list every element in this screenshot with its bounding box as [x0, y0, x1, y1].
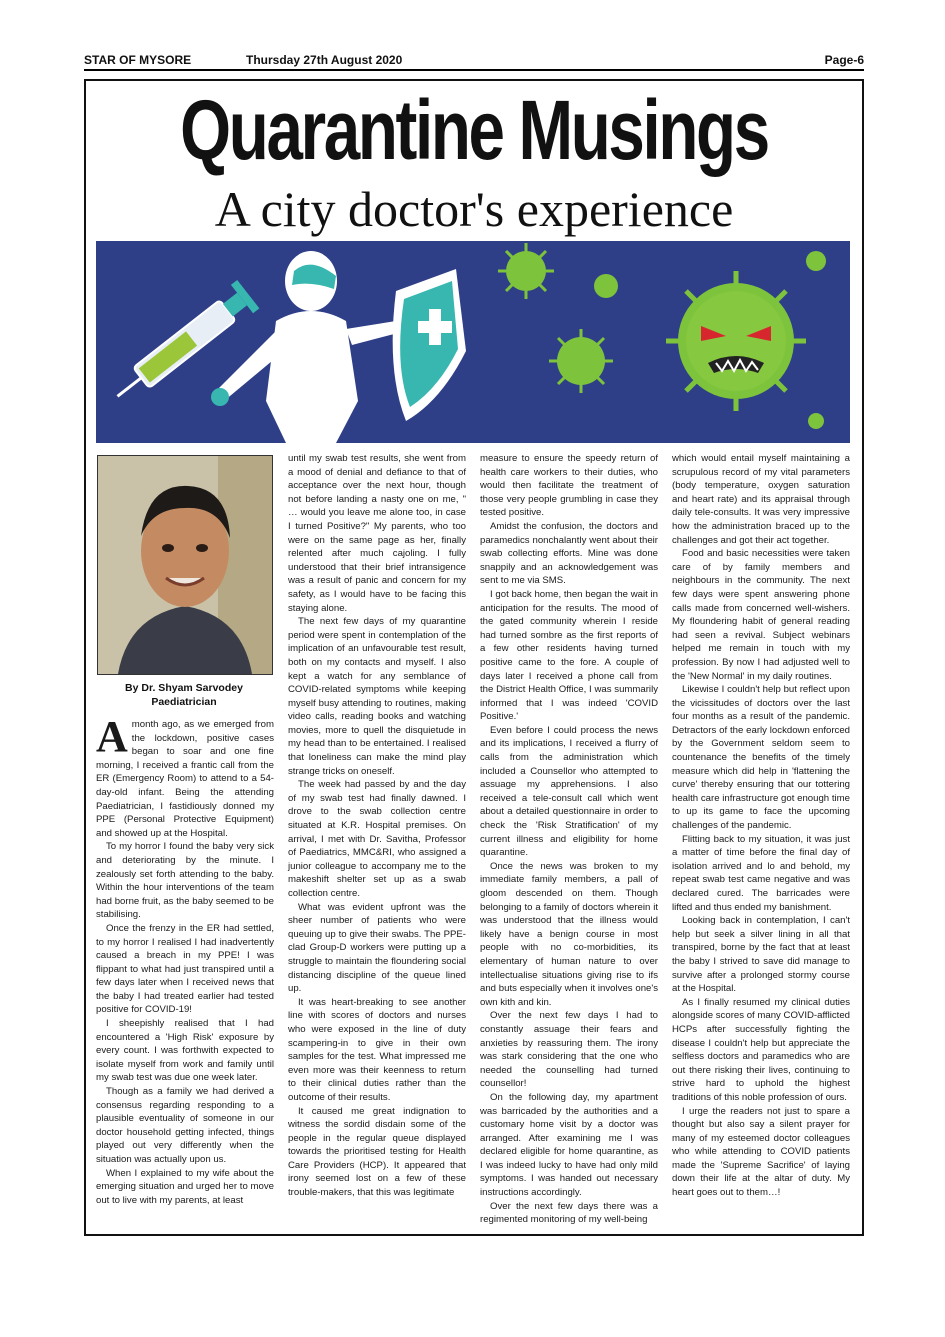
article-paragraph: Likewise I couldn't help but reflect upon the vicissitudes of doctors over the last four months as a result of the pandemic. Detractors of the early lockdown enforced by the Government seldom seem to countenance the benefits of the timely measure which did help in 'flattening the curve' thereby ensuring that our tottering health care infrastructure got enough time to up its game to face the upcoming challenges of the pandemic. [672, 684, 850, 832]
article-paragraph: I sheepishly realised that I had encountered a 'High Risk' exposure by every count. I was forthwith expected to isolate myself from work and family until my swab test was due one week later. [96, 1018, 274, 1084]
article-paragraph: It was heart-breaking to see another line with scores of doctors and nurses who were exposed in the line of duty scampering-in to give in their own samples for the test. What impressed me even more was their keenness to return to their clinical duties rather than the outcome of their results. [288, 996, 466, 1103]
angry-virus-icon [666, 271, 806, 411]
issue-date: Thursday 27th August 2020 [246, 53, 403, 67]
article-paragraph: It caused me great indignation to witness the sordid disdain some of the people in the regular queue displayed towards the prioritised testing for Health Care Providers (HCP). It appeared that irony seemed lost on a few of these trouble-makers, that this was legitimate [288, 1105, 466, 1199]
article-paragraph: Looking back in contemplation, I can't help but seek a silver lining in all that transpired, borne by the fact that at least the baby I strived to save did manage to survive after a prolonged stormy course at the Hospital. [672, 915, 850, 995]
article-column-1 [96, 712, 274, 1228]
subheadline: A city doctor's experience [214, 181, 734, 237]
article-paragraph: Over the next few days there was a regimented monitoring of my well-being [480, 1200, 658, 1226]
article-paragraph: Amonth ago, as we emerged from the lockdown, positive cases began to soar and one fine morning, I received a frantic call from the ER (Emergency Room) to attend to a 54-day-old infant. Being the attending Paediatrician, I fastidiously donned my PPE (Personal Protective Equipment) and showed up at the Hospital. [96, 712, 274, 839]
article-paragraph: which would entail myself maintaining a scrupulous record of my vital parameters (body temperature, oxygen saturation and heart rate) and its appraisal through daily tele-consults. It was very impressive how the administration braced up to the challenges and got their act together. [672, 453, 850, 546]
covid-illustration [96, 241, 850, 443]
article-paragraph: The next few days of my quarantine period were spent in contemplation of the implication of an unfavourable test result, both on my contacts and myself. I also kept a watch for any semblance of COVID-related symptoms while keeping myself busy attending to routines, making video calls, reading books and watching movies, more to quell the disquietude in my head than to be entertained. I realised that loneliness can make the mind play strange tricks on oneself. [288, 616, 466, 777]
article-paragraph: What was evident upfront was the sheer number of patients who were queuing up to give their swabs. The PPE-clad Group-D workers were putting up a struggle to maintain the floundering social distancing discipline of the queue lined up. [288, 901, 466, 995]
article-paragraph: Over the next few days I had to constantly assuage their fears and anxieties by reassuring them. The irony was stark considering that the one who needed the counselling had turned counsellor! [480, 1010, 658, 1090]
header-rule [84, 69, 864, 71]
page-number: Page-6 [824, 53, 864, 67]
author-portrait [98, 456, 272, 674]
article-paragraph: To my horror I found the baby very sick and deteriorating by the minute. I zealously set forth attending to the baby. Within the hour interventions of the team had borne fruit, as the baby seemed to be stabilising. [96, 841, 274, 921]
author-photo [97, 455, 273, 675]
article-paragraph: Flitting back to my situation, it was just a matter of time before the final day of isolation arrived and lo and behold, my repeat swab test came negative and was declared cured. The barricades were lifted and thus ended my banishment. [672, 833, 850, 913]
article-paragraph: Once the frenzy in the ER had settled, to my horror I realised I had inadvertently caused a breach in my PPE! I was flippant to what had just transpired until a few days later when I received news that the baby I had treated earlier had tested positive for COVID-19! [96, 922, 274, 1016]
article-column-3 [480, 452, 658, 1228]
publication-name: STAR OF MYSORE [84, 53, 192, 67]
article-paragraph: Once the news was broken to my immediate family members, a pall of gloom descended on them. Though belonging to a family of doctors wherein it was understood that the illness would likely have a benign course in most people with no co-morbidities, its elementary of human nature to over intellectualise situations giving rise to ifs and buts especially when it involves one's own kith and kin. [480, 860, 658, 1008]
headline: Quarantine Musings [180, 83, 768, 177]
drop-cap: A [96, 712, 128, 761]
article-paragraph: When I explained to my wife about the emerging situation and urged her to move out to live with my parents, at least [96, 1167, 274, 1206]
article-column-2 [288, 452, 466, 1228]
article-column-4 [672, 452, 850, 1228]
article-paragraph: Even before I could process the news and its implications, I received a flurry of calls from the administration which included a Counsellor who attempted to assuage my apprehensions. I also received a tele-consult call which went about a detailed questionnaire in order to check the 'Risk Stratification' of my current illness and eligibility for home quarantine. [480, 724, 658, 859]
article-paragraph: Though as a family we had derived a consensus regarding responding to a plausible eventuality of someone in our doctor household getting infected, things played out very differently when the situation was actually upon us. [96, 1086, 274, 1165]
article-paragraph: until my swab test results, she went from a mood of denial and defiance to that of acceptance over the next hour, though not before landing a nasty one on me, " … would you leave me alone too, in case I turned Positive?" My parents, who too were on the same page as her, finally relented after much cajoling. I fully understood that their brief intransigence was a result of panic and concern for my safety, as I would have to be facing this staying alone. [288, 453, 466, 614]
illustration-banner [96, 241, 850, 443]
article-paragraph: The week had passed by and the day of my swab test had finally dawned. I drove to the swab collection centre situated at K.R. Hospital premises. On arrival, I met with Dr. Savitha, Professor of Paediatrics, MMC&RI, who assigned a junior colleague to accompany me to the makeshift shelter set up as a swab collection centre. [288, 779, 466, 899]
author-name: By Dr. Shyam Sarvodey [125, 682, 243, 694]
article-paragraph: measure to ensure the speedy return of health care workers to their duties, who would then facilitate the treatment of those very people grumbling in case they tested positive. [480, 453, 658, 519]
author-role: Paediatrician [151, 696, 217, 708]
article-paragraph: I urge the readers not just to spare a thought but also say a silent prayer for many of my esteemed doctor colleagues who while attending to COVID patients made the 'Supreme Sacrifice' of laying down their life at the altar of duty. My heart goes out to them…! [672, 1105, 850, 1199]
article-paragraph: Food and basic necessities were taken care of by family members and neighbours in the community. The next few days were spent answering phone calls made from concerned well-wishers. My floundering habit of general reading had seen a revival. Subject webinars helped me remain in touch with my profession. By now I had adjusted well to the 'New Normal' in my daily routines. [672, 548, 850, 682]
byline [96, 681, 272, 709]
masthead [84, 53, 864, 69]
article-paragraph: Amidst the confusion, the doctors and paramedics nonchalantly went about their swab collecting efforts. Mine was done snappily and an acknowledgement was sent to me via SMS. [480, 520, 658, 587]
article-paragraph: On the following day, my apartment was barricaded by the authorities and a customary home visit by a doctor was arranged. After examining me I was declared eligible for home quarantine, as I was indeed lucky to have had only mild symptoms. I was handed out necessary instructions accordingly. [480, 1091, 658, 1199]
article-paragraph: As I finally resumed my clinical duties alongside scores of many COVID-afflicted HCPs after successfully fighting the disease I couldn't help but appreciate the selfless doctors and paramedics who are out there risking their lives, continuing to strive hard to uphold the highest traditions of this noble profession of ours. [672, 996, 850, 1103]
article-paragraph: I got back home, then began the wait in anticipation for the results. The mood of the gated community wherein I reside had turned sombre as the first reports of a few other residents having turned positive came to the fore. A couple of days later I received a phone call from the District Health Office, I was summarily informed that I was indeed 'COVID Positive.' [480, 588, 658, 723]
